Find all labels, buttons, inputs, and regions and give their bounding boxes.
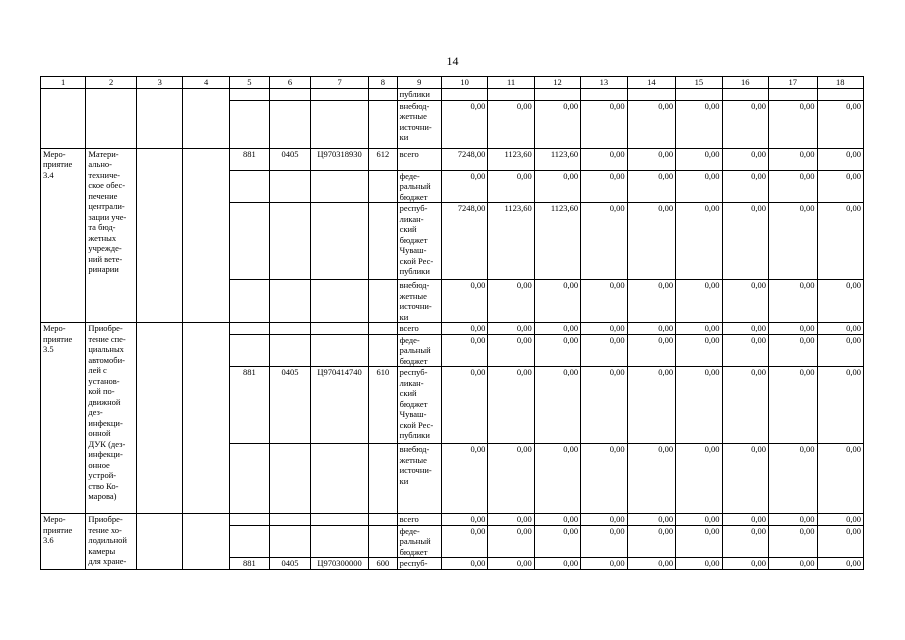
value-cell: 0,00 (488, 170, 534, 203)
value-cell: 0,00 (441, 280, 487, 323)
header-cell: 10 (441, 77, 487, 89)
value-cell: 0,00 (722, 203, 768, 280)
value-cell: 0,00 (581, 280, 627, 323)
source-cell: респуб- ликан- ский бюджет Чуваш- ской Рес- публики (397, 367, 441, 444)
code-cell: 612 (369, 148, 397, 170)
empty-cell (369, 514, 397, 526)
value-cell: 0,00 (817, 334, 864, 367)
value-cell: 0,00 (441, 444, 487, 514)
header-cell: 15 (676, 77, 722, 89)
empty-cell (229, 170, 269, 203)
table-row (41, 514, 864, 526)
empty-cell (269, 444, 310, 514)
value-cell: 0,00 (817, 558, 864, 570)
header-cell: 13 (581, 77, 627, 89)
value-cell: 0,00 (441, 323, 487, 335)
empty-cell (441, 89, 487, 101)
value-cell: 0,00 (768, 100, 817, 148)
empty-cell (369, 89, 397, 101)
value-cell: 0,00 (627, 323, 676, 335)
empty-cell (581, 89, 627, 101)
empty-cell (369, 323, 397, 335)
code-cell: Ц970300000 (311, 558, 369, 570)
empty-cell (183, 323, 229, 514)
event-name-cell: Матери- ально- техниче- ское обес- печение централи- зации уче- та бюд- жетных учрежде- ний вете- ринарии (86, 148, 137, 323)
value-cell: 0,00 (676, 514, 722, 526)
source-cell: всего (397, 148, 441, 170)
empty-cell (229, 444, 269, 514)
empty-cell (269, 280, 310, 323)
empty-cell (269, 323, 310, 335)
empty-cell (137, 89, 183, 149)
value-cell: 0,00 (581, 170, 627, 203)
value-cell: 1123,60 (534, 203, 580, 280)
empty-cell (229, 203, 269, 280)
empty-cell (229, 334, 269, 367)
empty-cell (269, 100, 310, 148)
value-cell: 0,00 (441, 367, 487, 444)
header-cell: 8 (369, 77, 397, 89)
value-cell: 0,00 (676, 334, 722, 367)
value-cell: 0,00 (534, 170, 580, 203)
value-cell: 0,00 (722, 323, 768, 335)
source-cell: публики (397, 89, 441, 101)
value-cell: 0,00 (627, 100, 676, 148)
value-cell: 0,00 (441, 514, 487, 526)
value-cell: 0,00 (581, 100, 627, 148)
value-cell: 0,00 (627, 203, 676, 280)
source-cell: респуб- ликан- ский бюджет Чуваш- ской Рес- публики (397, 203, 441, 280)
source-cell: всего (397, 514, 441, 526)
source-cell: феде- ральный бюджет (397, 525, 441, 558)
value-cell: 0,00 (768, 334, 817, 367)
value-cell: 0,00 (676, 525, 722, 558)
header-cell: 3 (137, 77, 183, 89)
value-cell: 0,00 (768, 558, 817, 570)
value-cell: 0,00 (768, 444, 817, 514)
header-cell: 9 (397, 77, 441, 89)
empty-cell (369, 203, 397, 280)
code-cell: 0405 (269, 558, 310, 570)
value-cell: 0,00 (722, 525, 768, 558)
empty-cell (534, 89, 580, 101)
source-cell: феде- ральный бюджет (397, 170, 441, 203)
empty-cell (722, 89, 768, 101)
header-cell: 11 (488, 77, 534, 89)
value-cell: 0,00 (722, 367, 768, 444)
value-cell: 0,00 (534, 525, 580, 558)
value-cell: 0,00 (627, 148, 676, 170)
empty-cell (311, 100, 369, 148)
code-cell: Ц970318930 (311, 148, 369, 170)
header-cell: 17 (768, 77, 817, 89)
source-cell: внебюд- жетные источни- ки (397, 444, 441, 514)
header-cell: 6 (269, 77, 310, 89)
code-cell: 610 (369, 367, 397, 444)
value-cell: 0,00 (441, 334, 487, 367)
value-cell: 0,00 (722, 100, 768, 148)
value-cell: 0,00 (581, 203, 627, 280)
header-cell: 4 (183, 77, 229, 89)
value-cell: 0,00 (441, 100, 487, 148)
source-cell: внебюд- жетные источни- ки (397, 100, 441, 148)
source-cell: всего (397, 323, 441, 335)
value-cell: 0,00 (581, 514, 627, 526)
value-cell: 0,00 (627, 334, 676, 367)
value-cell: 0,00 (534, 100, 580, 148)
value-cell: 0,00 (768, 170, 817, 203)
empty-cell (183, 514, 229, 570)
empty-cell (369, 100, 397, 148)
empty-cell (627, 89, 676, 101)
value-cell: 0,00 (534, 444, 580, 514)
value-cell: 0,00 (817, 514, 864, 526)
empty-cell (269, 89, 310, 101)
value-cell: 0,00 (488, 558, 534, 570)
value-cell: 0,00 (676, 100, 722, 148)
header-cell: 16 (722, 77, 768, 89)
empty-cell (311, 280, 369, 323)
header-cell: 2 (86, 77, 137, 89)
value-cell: 0,00 (441, 558, 487, 570)
empty-cell (311, 203, 369, 280)
empty-cell (229, 525, 269, 558)
event-name-cell: Приобре- тение хо- лодильной камеры для хране- (86, 514, 137, 570)
code-cell: 881 (229, 148, 269, 170)
code-cell: 0405 (269, 148, 310, 170)
value-cell: 0,00 (627, 514, 676, 526)
value-cell: 0,00 (581, 558, 627, 570)
value-cell: 0,00 (488, 280, 534, 323)
value-cell: 0,00 (581, 367, 627, 444)
table-row (41, 89, 864, 101)
empty-cell (41, 89, 86, 149)
value-cell: 0,00 (768, 280, 817, 323)
event-id-cell: Меро- приятие 3.6 (41, 514, 86, 570)
value-cell: 0,00 (722, 558, 768, 570)
value-cell: 0,00 (722, 444, 768, 514)
value-cell: 0,00 (676, 170, 722, 203)
empty-cell (369, 525, 397, 558)
value-cell: 0,00 (768, 367, 817, 444)
value-cell: 0,00 (817, 100, 864, 148)
source-cell: респуб- (397, 558, 441, 570)
empty-cell (183, 148, 229, 323)
empty-cell (311, 170, 369, 203)
event-id-cell: Меро- приятие 3.4 (41, 148, 86, 323)
value-cell: 0,00 (768, 525, 817, 558)
value-cell: 0,00 (627, 558, 676, 570)
code-cell: 881 (229, 558, 269, 570)
empty-cell (137, 323, 183, 514)
value-cell: 0,00 (722, 148, 768, 170)
value-cell: 0,00 (768, 148, 817, 170)
value-cell: 0,00 (534, 323, 580, 335)
value-cell: 0,00 (581, 525, 627, 558)
value-cell: 0,00 (488, 514, 534, 526)
empty-cell (269, 514, 310, 526)
value-cell: 0,00 (581, 323, 627, 335)
table-row (41, 148, 864, 170)
header-cell: 18 (817, 77, 864, 89)
value-cell: 0,00 (676, 203, 722, 280)
code-cell: Ц970414740 (311, 367, 369, 444)
value-cell: 1123,60 (488, 148, 534, 170)
value-cell: 0,00 (676, 148, 722, 170)
value-cell: 0,00 (581, 148, 627, 170)
table-row (41, 323, 864, 335)
budget-table (40, 76, 864, 570)
value-cell: 0,00 (817, 280, 864, 323)
event-id-cell: Меро- приятие 3.5 (41, 323, 86, 514)
value-cell: 0,00 (676, 323, 722, 335)
empty-cell (488, 89, 534, 101)
value-cell: 0,00 (817, 367, 864, 444)
value-cell: 0,00 (488, 323, 534, 335)
empty-cell (137, 514, 183, 570)
header-cell: 14 (627, 77, 676, 89)
code-cell: 600 (369, 558, 397, 570)
value-cell: 0,00 (722, 170, 768, 203)
header-cell: 12 (534, 77, 580, 89)
empty-cell (369, 170, 397, 203)
value-cell: 0,00 (488, 334, 534, 367)
value-cell: 0,00 (676, 444, 722, 514)
empty-cell (676, 89, 722, 101)
value-cell: 1123,60 (534, 148, 580, 170)
empty-cell (311, 444, 369, 514)
header-cell: 5 (229, 77, 269, 89)
value-cell: 0,00 (817, 203, 864, 280)
empty-cell (229, 323, 269, 335)
empty-cell (183, 89, 229, 149)
value-cell: 0,00 (534, 367, 580, 444)
empty-cell (768, 89, 817, 101)
value-cell: 7248,00 (441, 203, 487, 280)
empty-cell (369, 444, 397, 514)
value-cell: 0,00 (676, 280, 722, 323)
value-cell: 0,00 (581, 444, 627, 514)
value-cell: 0,00 (534, 558, 580, 570)
empty-cell (229, 514, 269, 526)
value-cell: 0,00 (534, 514, 580, 526)
value-cell: 0,00 (768, 203, 817, 280)
value-cell: 0,00 (534, 280, 580, 323)
value-cell: 0,00 (488, 100, 534, 148)
source-cell: внебюд- жетные источни- ки (397, 280, 441, 323)
empty-cell (369, 334, 397, 367)
value-cell: 0,00 (488, 525, 534, 558)
value-cell: 0,00 (722, 280, 768, 323)
value-cell: 0,00 (488, 367, 534, 444)
empty-cell (269, 334, 310, 367)
header-cell: 1 (41, 77, 86, 89)
value-cell: 0,00 (581, 334, 627, 367)
value-cell: 0,00 (817, 170, 864, 203)
empty-cell (229, 280, 269, 323)
header-cell: 7 (311, 77, 369, 89)
value-cell: 0,00 (627, 280, 676, 323)
empty-cell (86, 89, 137, 149)
empty-cell (137, 148, 183, 323)
value-cell: 0,00 (817, 444, 864, 514)
value-cell: 0,00 (627, 444, 676, 514)
event-name-cell: Приобре- тение спе- циальных автомоби- лей с установ- кой по- движной дез- инфекци- онной ДУК (дез- инфекци- онное устрой- ство Ко- марова) (86, 323, 137, 514)
empty-cell (269, 203, 310, 280)
empty-cell (369, 280, 397, 323)
code-cell: 0405 (269, 367, 310, 444)
value-cell: 0,00 (676, 558, 722, 570)
value-cell: 0,00 (627, 367, 676, 444)
empty-cell (817, 89, 864, 101)
value-cell: 0,00 (817, 525, 864, 558)
table-body (41, 77, 864, 570)
value-cell: 0,00 (488, 444, 534, 514)
empty-cell (311, 525, 369, 558)
empty-cell (311, 334, 369, 367)
value-cell: 0,00 (722, 514, 768, 526)
value-cell: 0,00 (534, 334, 580, 367)
value-cell: 0,00 (627, 170, 676, 203)
header-row (41, 77, 864, 89)
value-cell: 0,00 (676, 367, 722, 444)
code-cell: 881 (229, 367, 269, 444)
value-cell: 0,00 (817, 323, 864, 335)
value-cell: 0,00 (768, 323, 817, 335)
value-cell: 0,00 (817, 148, 864, 170)
empty-cell (229, 100, 269, 148)
value-cell: 0,00 (441, 170, 487, 203)
value-cell: 0,00 (768, 514, 817, 526)
empty-cell (269, 170, 310, 203)
value-cell: 1123,60 (488, 203, 534, 280)
value-cell: 0,00 (722, 334, 768, 367)
value-cell: 0,00 (441, 525, 487, 558)
page-number: 14 (446, 54, 459, 68)
source-cell: феде- ральный бюджет (397, 334, 441, 367)
empty-cell (229, 89, 269, 101)
empty-cell (311, 514, 369, 526)
value-cell: 7248,00 (441, 148, 487, 170)
value-cell: 0,00 (627, 525, 676, 558)
empty-cell (311, 323, 369, 335)
empty-cell (269, 525, 310, 558)
empty-cell (311, 89, 369, 101)
